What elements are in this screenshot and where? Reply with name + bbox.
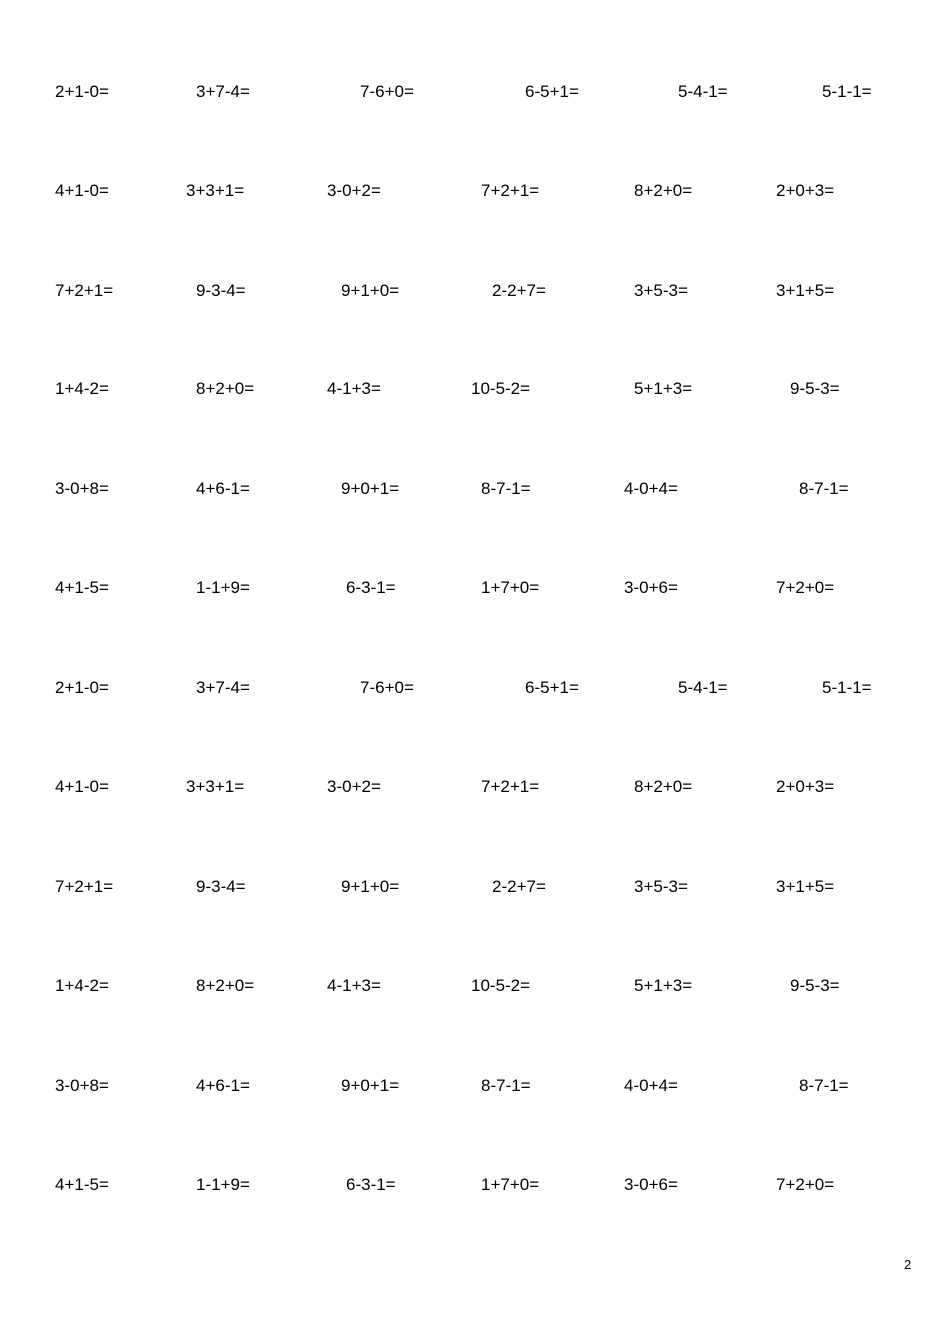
math-problem: 2+0+3=: [776, 181, 835, 200]
math-problem: 2+1-0=: [55, 82, 109, 101]
math-problem: 3+3+1=: [186, 777, 245, 796]
math-problem: 3-0+2=: [327, 181, 381, 200]
math-problem: 9-5-3=: [790, 976, 840, 995]
math-problem: 2-2+7=: [492, 281, 546, 300]
math-problem: 8-7-1=: [799, 1076, 849, 1095]
math-problem: 9+0+1=: [341, 479, 400, 498]
math-problem: 9-3-4=: [196, 281, 246, 300]
problem-row: [0, 775, 950, 799]
math-problem: 4-1+3=: [327, 379, 381, 398]
math-problem: 4+1-5=: [55, 1175, 109, 1194]
problem-row: [0, 80, 950, 104]
math-problem: 3-0+6=: [624, 1175, 678, 1194]
problem-row: [0, 1074, 950, 1098]
problem-row: [0, 875, 950, 899]
math-problem: 2+0+3=: [776, 777, 835, 796]
math-problem: 7-6+0=: [360, 678, 414, 697]
problem-row: [0, 576, 950, 600]
math-problem: 5-1-1=: [822, 82, 872, 101]
problem-row: [0, 477, 950, 501]
math-problem: 9-5-3=: [790, 379, 840, 398]
math-problem: 4+1-5=: [55, 578, 109, 597]
problem-row: [0, 676, 950, 700]
math-problem: 3+7-4=: [196, 82, 250, 101]
math-problem: 4+6-1=: [196, 1076, 250, 1095]
math-problem: 3+5-3=: [634, 281, 688, 300]
math-problem: 7+2+1=: [481, 777, 540, 796]
math-problem: 1-1+9=: [196, 578, 250, 597]
math-problem: 3+1+5=: [776, 877, 835, 896]
math-problem: 5-4-1=: [678, 82, 728, 101]
page-number: 2: [904, 1257, 912, 1272]
math-problem: 8+2+0=: [634, 777, 693, 796]
problem-row: [0, 974, 950, 998]
math-problem: 3-0+8=: [55, 1076, 109, 1095]
math-problem: 8-7-1=: [481, 479, 531, 498]
math-problem: 4+1-0=: [55, 777, 109, 796]
math-problem: 3-0+6=: [624, 578, 678, 597]
math-problem: 8+2+0=: [196, 976, 255, 995]
problem-row: [0, 279, 950, 303]
math-problem: 1+7+0=: [481, 1175, 540, 1194]
math-problem: 7+2+0=: [776, 578, 835, 597]
math-problem: 5+1+3=: [634, 976, 693, 995]
math-problem: 6-3-1=: [346, 578, 396, 597]
math-problem: 9+1+0=: [341, 877, 400, 896]
math-problem: 5-1-1=: [822, 678, 872, 697]
math-problem: 2+1-0=: [55, 678, 109, 697]
math-problem: 8+2+0=: [634, 181, 693, 200]
math-problem: 3+1+5=: [776, 281, 835, 300]
math-problem: 5+1+3=: [634, 379, 693, 398]
math-problem: 5-4-1=: [678, 678, 728, 697]
math-problem: 8+2+0=: [196, 379, 255, 398]
math-problem: 7+2+1=: [481, 181, 540, 200]
math-problem: 3+5-3=: [634, 877, 688, 896]
math-problem: 3-0+2=: [327, 777, 381, 796]
math-problem: 6-5+1=: [525, 678, 579, 697]
math-problem: 9+1+0=: [341, 281, 400, 300]
math-problem: 7+2+1=: [55, 281, 114, 300]
math-problem: 8-7-1=: [799, 479, 849, 498]
math-problem: 7+2+0=: [776, 1175, 835, 1194]
math-problem: 3-0+8=: [55, 479, 109, 498]
math-problem: 1+7+0=: [481, 578, 540, 597]
math-problem: 4-1+3=: [327, 976, 381, 995]
math-problem: 4+1-0=: [55, 181, 109, 200]
math-problem: 9-3-4=: [196, 877, 246, 896]
problem-row: [0, 1173, 950, 1197]
problem-row: [0, 377, 950, 401]
math-problem: 1+4-2=: [55, 976, 109, 995]
math-problem: 3+3+1=: [186, 181, 245, 200]
math-problem: 1-1+9=: [196, 1175, 250, 1194]
math-problem: 8-7-1=: [481, 1076, 531, 1095]
math-problem: 7-6+0=: [360, 82, 414, 101]
math-problem: 1+4-2=: [55, 379, 109, 398]
math-problem: 10-5-2=: [471, 976, 531, 995]
math-problem: 9+0+1=: [341, 1076, 400, 1095]
math-problem: 4+6-1=: [196, 479, 250, 498]
math-problem: 2-2+7=: [492, 877, 546, 896]
math-problem: 10-5-2=: [471, 379, 531, 398]
math-problem: 6-5+1=: [525, 82, 579, 101]
math-problem: 4-0+4=: [624, 1076, 678, 1095]
problem-row: [0, 179, 950, 203]
math-problem: 6-3-1=: [346, 1175, 396, 1194]
math-problem: 3+7-4=: [196, 678, 250, 697]
math-problem: 7+2+1=: [55, 877, 114, 896]
math-problem: 4-0+4=: [624, 479, 678, 498]
